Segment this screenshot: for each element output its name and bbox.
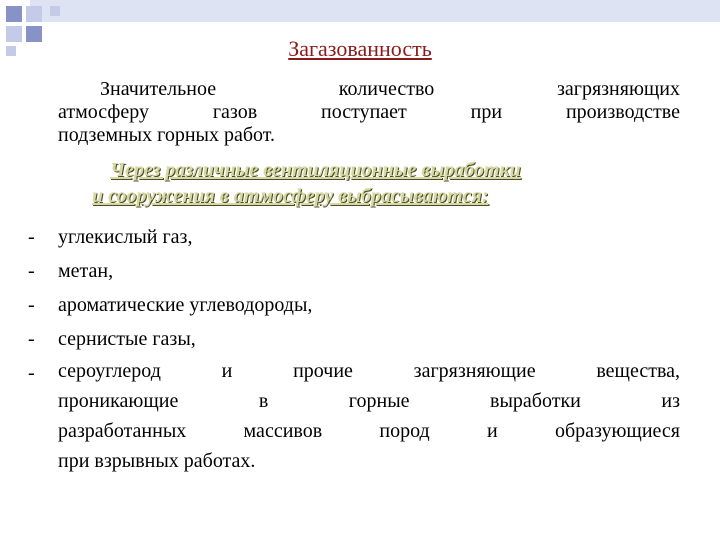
intro-line: Значительное количество загрязняющих [100, 78, 680, 100]
list-item [28, 356, 680, 476]
list-item-text: сернистые газы, [58, 328, 196, 350]
intro-line: подземных горных работ. [58, 124, 275, 146]
list-item-line: разработанных массивов пород и образующиеся [58, 420, 680, 442]
slide-title: Загазованность [288, 36, 432, 61]
list-item-line: при взрывных работах. [58, 450, 256, 472]
list-marker: - [28, 362, 35, 384]
list-item [28, 220, 680, 254]
emphasis-line: и сооружения в атмосферу выбрасываются: [92, 185, 489, 207]
emphasis-line: Через различные вентиляционные выработки [110, 159, 521, 181]
list-item [28, 288, 680, 322]
gas-list [28, 220, 680, 476]
list-item-text: ароматические углеводороды, [58, 294, 313, 316]
intro-line: атмосферу газов поступает при производстве [58, 101, 680, 123]
list-item-text [58, 356, 680, 476]
list-marker: - [28, 294, 35, 316]
emphasis-heading [92, 157, 682, 209]
list-item-line: проникающие в горные выработки из [58, 390, 680, 412]
list-item [28, 254, 680, 288]
list-item-text: углекислый газ, [58, 226, 193, 248]
list-marker: - [28, 328, 35, 350]
list-marker: - [28, 226, 35, 248]
list-item [28, 322, 680, 356]
intro-paragraph [58, 78, 680, 147]
list-marker: - [28, 260, 35, 282]
list-item-line: сероуглерод и прочие загрязняющие вещества, [58, 360, 680, 382]
list-item-text: метан, [58, 260, 114, 282]
